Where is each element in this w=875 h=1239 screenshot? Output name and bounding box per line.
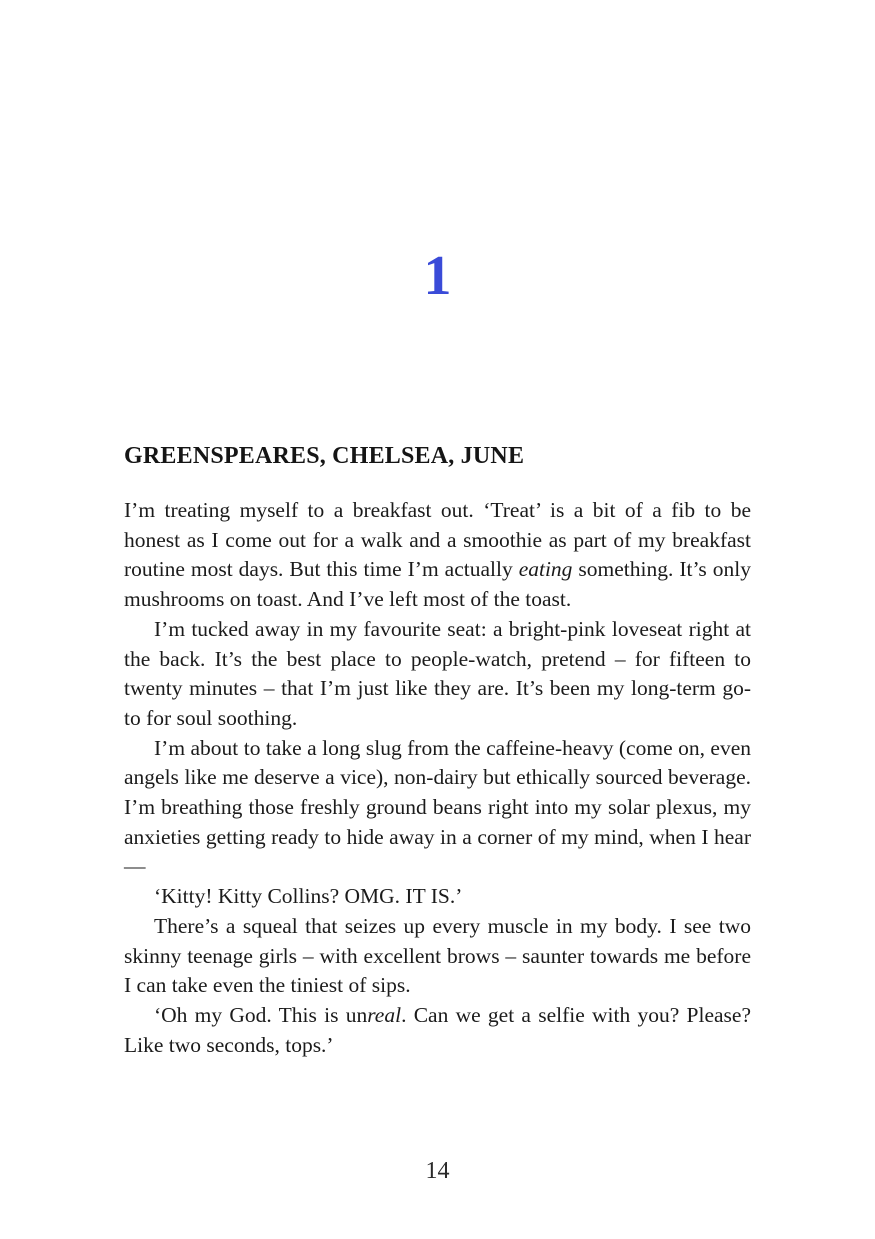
text-run: I’m about to take a long slug from the caffeine-heavy (come on, even angels like me deserve a vice), non-dairy but ethically sourced beverage. I’m breathing those freshly ground beans right into my solar plexus, my anxieties getting ready to hide away in a corner of my mind, when I hear— [124, 735, 751, 879]
text-run: ‘Oh my God. This is un [154, 1002, 368, 1027]
paragraph [124, 912, 751, 1001]
section-heading: GREENSPEARES, CHELSEA, JUNE [124, 443, 525, 469]
italic-run: real [367, 1002, 402, 1027]
paragraph [124, 615, 751, 734]
text-run: . Can we get a selfie with you? Please? Like two seconds, tops.’ [124, 1002, 751, 1057]
paragraph [124, 734, 751, 883]
paragraph [124, 1001, 751, 1060]
body-text [124, 496, 751, 1060]
italic-run: eating [518, 557, 573, 582]
chapter-number: 1 [423, 245, 452, 307]
page-number: 14 [425, 1158, 450, 1184]
text-run: There’s a squeal that seizes up every muscle in my body. I see two skinny teenage girls – with excellent brows – saunter towards me before I can take even the tiniest of sips. [124, 913, 751, 998]
text-run: I’m tucked away in my favourite seat: a bright-pink loveseat right at the back. It’s the best place to people-watch, pretend – for fifteen to twenty minutes – that I’m just like they are. It’s been my long-term go-to for soul soothing. [124, 616, 751, 730]
text-run: something. It’s only mushrooms on toast. And I’ve left most of the toast. [124, 557, 751, 612]
paragraph [124, 496, 751, 615]
text-run: ‘Kitty! Kitty Collins? OMG. IT IS.’ [154, 884, 463, 909]
text-run: I’m treating myself to a breakfast out. ‘Treat’ is a bit of a fib to be honest as I come out for a walk and a smoothie as part of my breakfast routine most days. But this time I’m actually [124, 498, 751, 582]
paragraph [124, 882, 751, 912]
